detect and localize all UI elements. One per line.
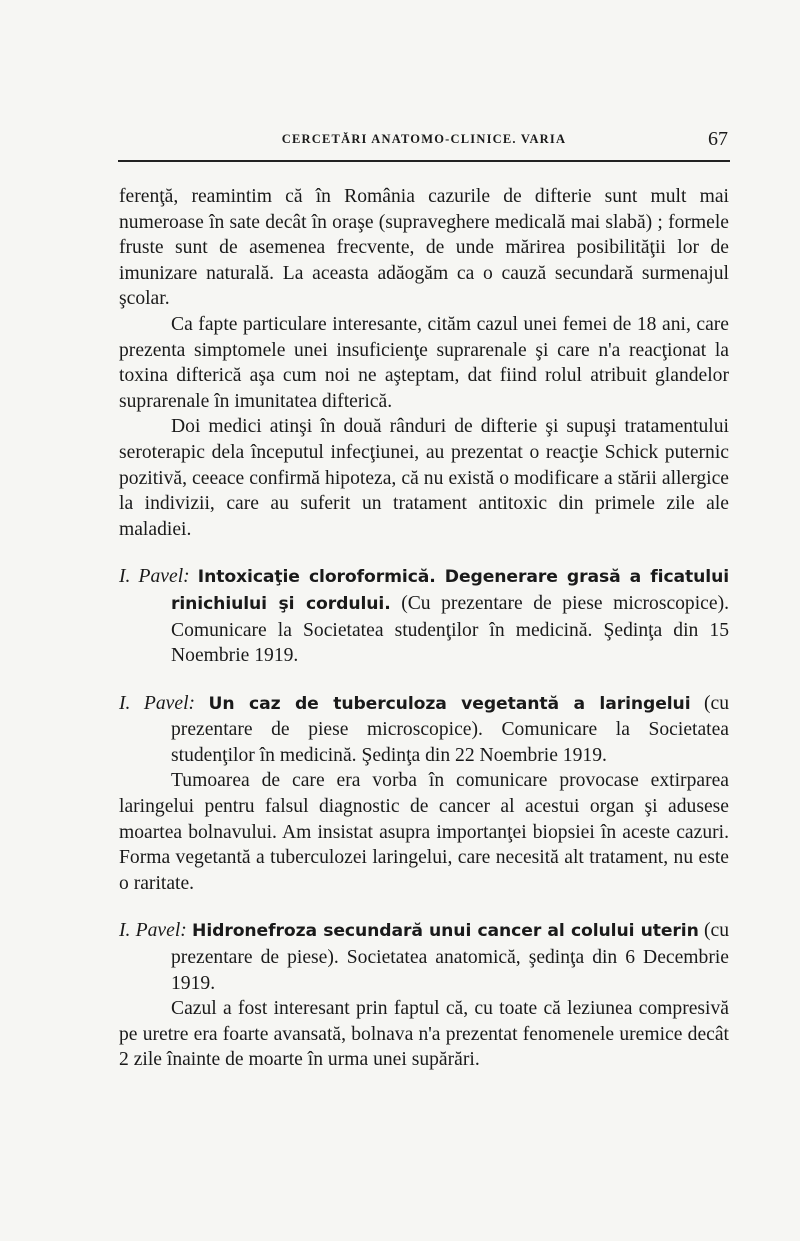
entry-author: I. Pavel: (119, 566, 190, 588)
running-title: CERCETĂRI ANATOMO-CLINICE. VARIA (281, 132, 567, 146)
entry-author: I. Pavel: (119, 920, 187, 942)
paragraph-continued: ferenţă, reamintim că în România cazurile de difterie sunt mult mai numeroase în sate decât în oraşe (supraveghere medicală mai slabă) ; formele fruste sunt de asemenea frecvente, de unde mărirea posibilităţii lor de imunizare naturală. La aceasta adăogăm ca o cauză secundară surmenajul şcolar. (119, 186, 729, 310)
running-header (118, 128, 730, 156)
bibliography-entry-3 (119, 918, 729, 996)
paragraph: Doi medici atinşi în două rânduri de difterie şi supuşi tratamentului seroterapic dela începutul infecţiunei, au prezentat o reacţie Schick puternic pozitivă, ceeace confirmă hipoteza, că nu există o modificare a stării allergice la indivizii, care au suferit un tratament antitoxic din primele zile ale maladiei. (119, 416, 729, 540)
entry-description: Tumoarea de care era vorba în comunicare provocase extirparea laringelui pentru falsul diagnostic de cancer al acestui organ şi adusese moartea bolnavului. Am insistat asupra importanţei biopsiei în aceste cazuri. Forma vegetantă a tuberculozei laringelui, care necesită alt tratament, nu este o raritate. (119, 770, 729, 894)
entry-details: (Cu prezentare de piese microscopice). Comunicare la Societatea studenţilor în medicină. Şedinţa din 15 Noembrie 1919. (171, 592, 729, 667)
entry-description: Cazul a fost interesant prin faptul că, cu toate că leziunea compresivă pe uretre era foarte avansată, bolnava n'a prezentat fenomenele uremice decât 2 zile înainte de moarte în urma unei supărări. (119, 998, 729, 1071)
entry-title: Intoxicaţie cloroformică. Degenerare grasă a ficatului rinichiului şi cordului. (171, 567, 729, 614)
page-number: 67 (708, 128, 728, 150)
bibliography-entry-1 (119, 564, 729, 668)
entry-author: I. Pavel: (119, 692, 196, 714)
body-text (119, 184, 729, 1073)
entry-title: Un caz de tuberculoza vegetantă a laringelui (208, 693, 691, 714)
header-rule (118, 160, 730, 162)
entry-title: Hidronefroza secundară unui cancer al colului uterin (192, 921, 699, 942)
entry-details: (cu prezentare de piese microscopice). Comunicare la Societatea studenţilor în medicină. Şedinţa din 22 Noembrie 1919. (171, 692, 730, 766)
paragraph: Ca fapte particulare interesante, cităm cazul unei femei de 18 ani, care prezenta simptomele unei insuficienţe suprarenale şi care n'a reacţionat la toxina difterică aşa cum noi ne aşteptam, dat fiind rolul atribuit glandelor suprarenale în imunitatea difterică. (119, 313, 729, 412)
entry-details: (cu prezentare de piese). Societatea anatomică, şedinţa din 6 Decembrie 1919. (171, 920, 730, 994)
bibliography-entry-2 (119, 691, 729, 769)
